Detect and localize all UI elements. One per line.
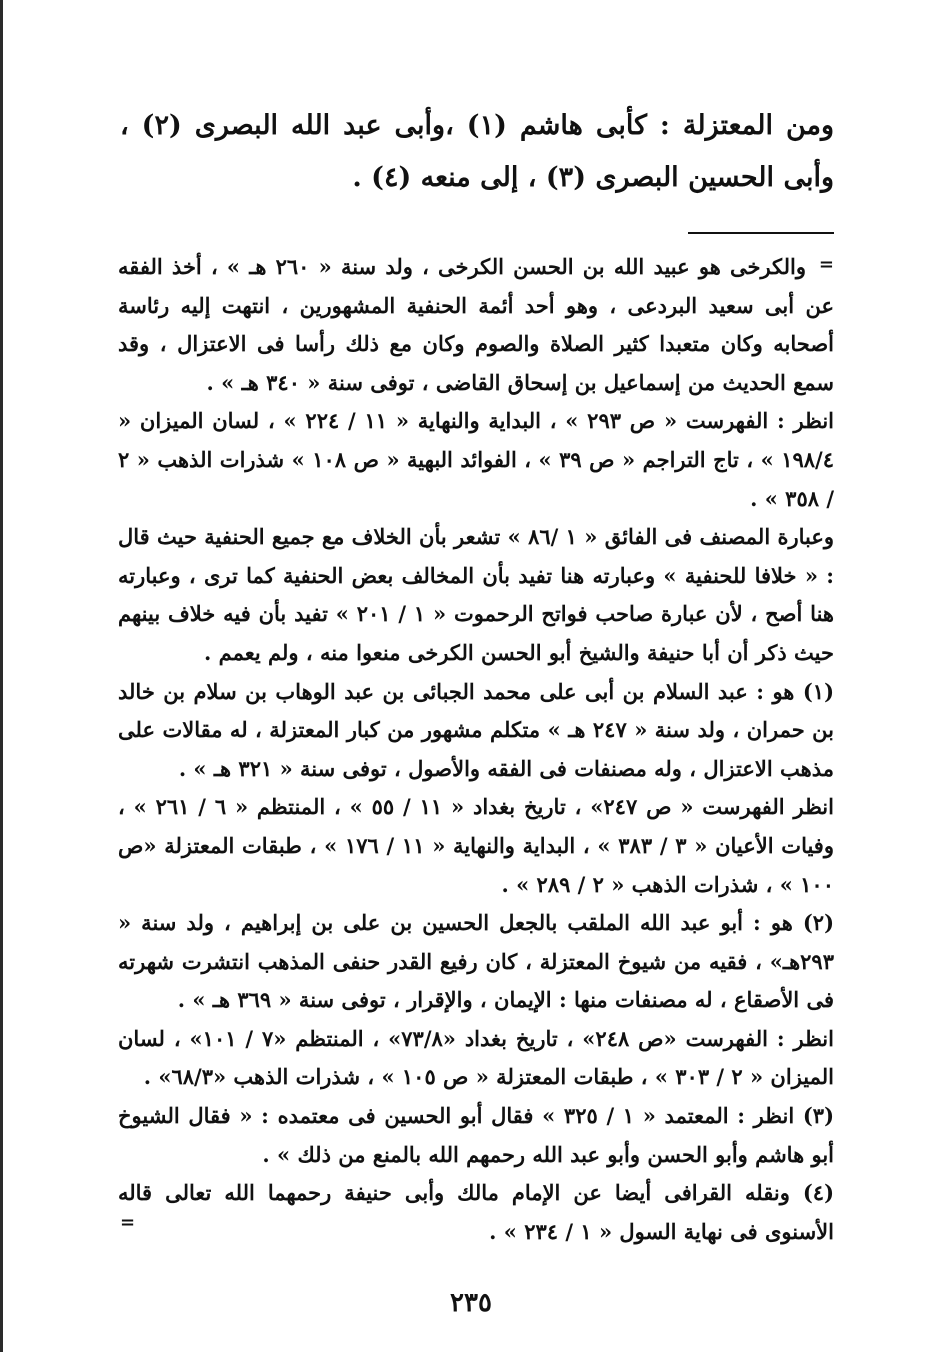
scan-page-edge (0, 0, 3, 1352)
footnote-4-text: ونقله القرافى أيضا عن الإمام مالك وأبى حنيفة رحمهما الله تعالى قاله الأسنوى فى نهاية السول « ١ / ٢٣٤ » . (118, 1180, 834, 1244)
main-text (120, 100, 834, 204)
footnote-3 (118, 1097, 834, 1174)
footnote-references-karkhi: انظر : الفهرست « ص ٢٩٣ » ، البداية والنهاية « ١١ / ٢٢٤ » ، لسان الميزان « ١٩٨/٤ » ، تاج التراجم « ص ٣٩ » ، الفوائد البهية « ص ١٠٨ » شذرات الذهب « ٢ / ٣٥٨ » . (118, 408, 834, 511)
footnote-4-label: (٤) (802, 1180, 835, 1206)
footnote-1 (118, 673, 834, 789)
page-number: ٢٣٥ (450, 1288, 492, 1318)
footnote-4 (118, 1174, 834, 1251)
continuation-mark-top: = (818, 254, 834, 275)
footnotes (118, 248, 834, 1251)
footnote-2-text: هو : أبو عبد الله الملقب بالجعل الحسين بن على بن إبراهيم ، ولد سنة « ٢٩٣هـ» ، فقيه من شيوخ المعتزلة ، كان رفيع القدر حنفى المذهب انتشرت شهرته فى الأصقاع ، له مصنفات منها : الإيمان ، والإقرار ، توفى سنة « ٣٦٩ هـ » . (118, 910, 834, 1013)
footnote-1-references: انظر الفهرست « ص ٢٤٧» ، تاريخ بغداد « ١١ / ٥٥ » ، المنتظم « ٦ / ٢٦١ » ، وفيات الأعيان « ٣ / ٣٨٣ » ، البداية والنهاية « ١١ / ١٧٦ » ، طبقات المعتزلة «ص ١٠٠ » ، شذرات الذهب « ٢ / ٢٨٩ » . (118, 794, 834, 897)
footnote-2-references: انظر : الفهرست «ص ٢٤٨» ، تاريخ بغداد «٧٣/٨» ، المنتظم «٧ / ١٠١» ، لسان الميزان « ٢ / ٣٠٣ » ، طبقات المعتزلة « ص ١٠٥ » ، شذرات الذهب «٦٨/٣» . (118, 1025, 834, 1090)
main-text-line-1: ومن المعتزلة : كأبى هاشم (١) ،وأبى عبد الله البصرى (٢) ، وأبى الحسين (120, 110, 835, 193)
footnote-2 (118, 904, 834, 1020)
footnote-1-text: هو : عبد السلام بن أبى على محمد الجبائى بن عبد الوهاب بن سلام بن خالد بن حمران ، ولد سنة « ٢٤٧ هـ » متكلم مشهور من كبار المعتزلة ، له مقالات على مذهب الاعتزال ، وله مصنفات فى الفقه والأصول ، توفى سنة « ٣٢١ هـ » . (118, 678, 834, 781)
footnote-3-label: (٣) (802, 1103, 835, 1129)
footnote-1-label: (١) (802, 678, 835, 704)
continuation-mark-bottom: = (120, 1212, 136, 1233)
footnote-2-label: (٢) (802, 910, 835, 936)
footnote-continued-karkhi: والكرخى هو عبيد الله بن الحسن الكرخى ، ولد سنة « ٢٦٠ هـ » ، أخذ الفقه عن أبى سعيد البردعى ، وهو أحد أئمة الحنفية المشهورين ، انتهت إليه رئاسة أصحابه وكان متعبدا كثير الصلاة والصوم وكان مع ذلك رأسا فى الاعتزال ، وقد سمع الحديث من إسماعيل بن إسحاق القاضى ، توفى سنة « ٣٤٠ هـ » . (118, 254, 834, 395)
main-text-line-2: البصرى (٣) ، إلى منعه (٤) . (352, 162, 679, 193)
footnote-3-text: انظر : المعتمد « ١ / ٣٢٥ » فقال أبو الحسين فى معتمده : « فقال الشيوخ أبو هاشم وأبو الحسن وأبو عبد الله رحمهم الله بالمنع من ذلك » . (118, 1103, 834, 1167)
footnote-separator (688, 232, 834, 234)
footnote-author-remark: وعبارة المصنف فى الفائق « ١ /٨٦ » تشعر بأن الخلاف مع جميع الحنفية حيث قال : « خلافا للحنفية » وعبارته هنا تفيد بأن المخالف بعض الحنفية كما ترى ، وعبارته هنا أصح ، لأن عبارة صاحب فواتح الرحموت « ١ / ٢٠١ » تفيد بأن فيه خلاف بينهم حيث ذكر أن أبا حنيفة والشيخ أبو الحسن الكرخى منعوا منه ، ولم يعمم . (118, 524, 835, 665)
